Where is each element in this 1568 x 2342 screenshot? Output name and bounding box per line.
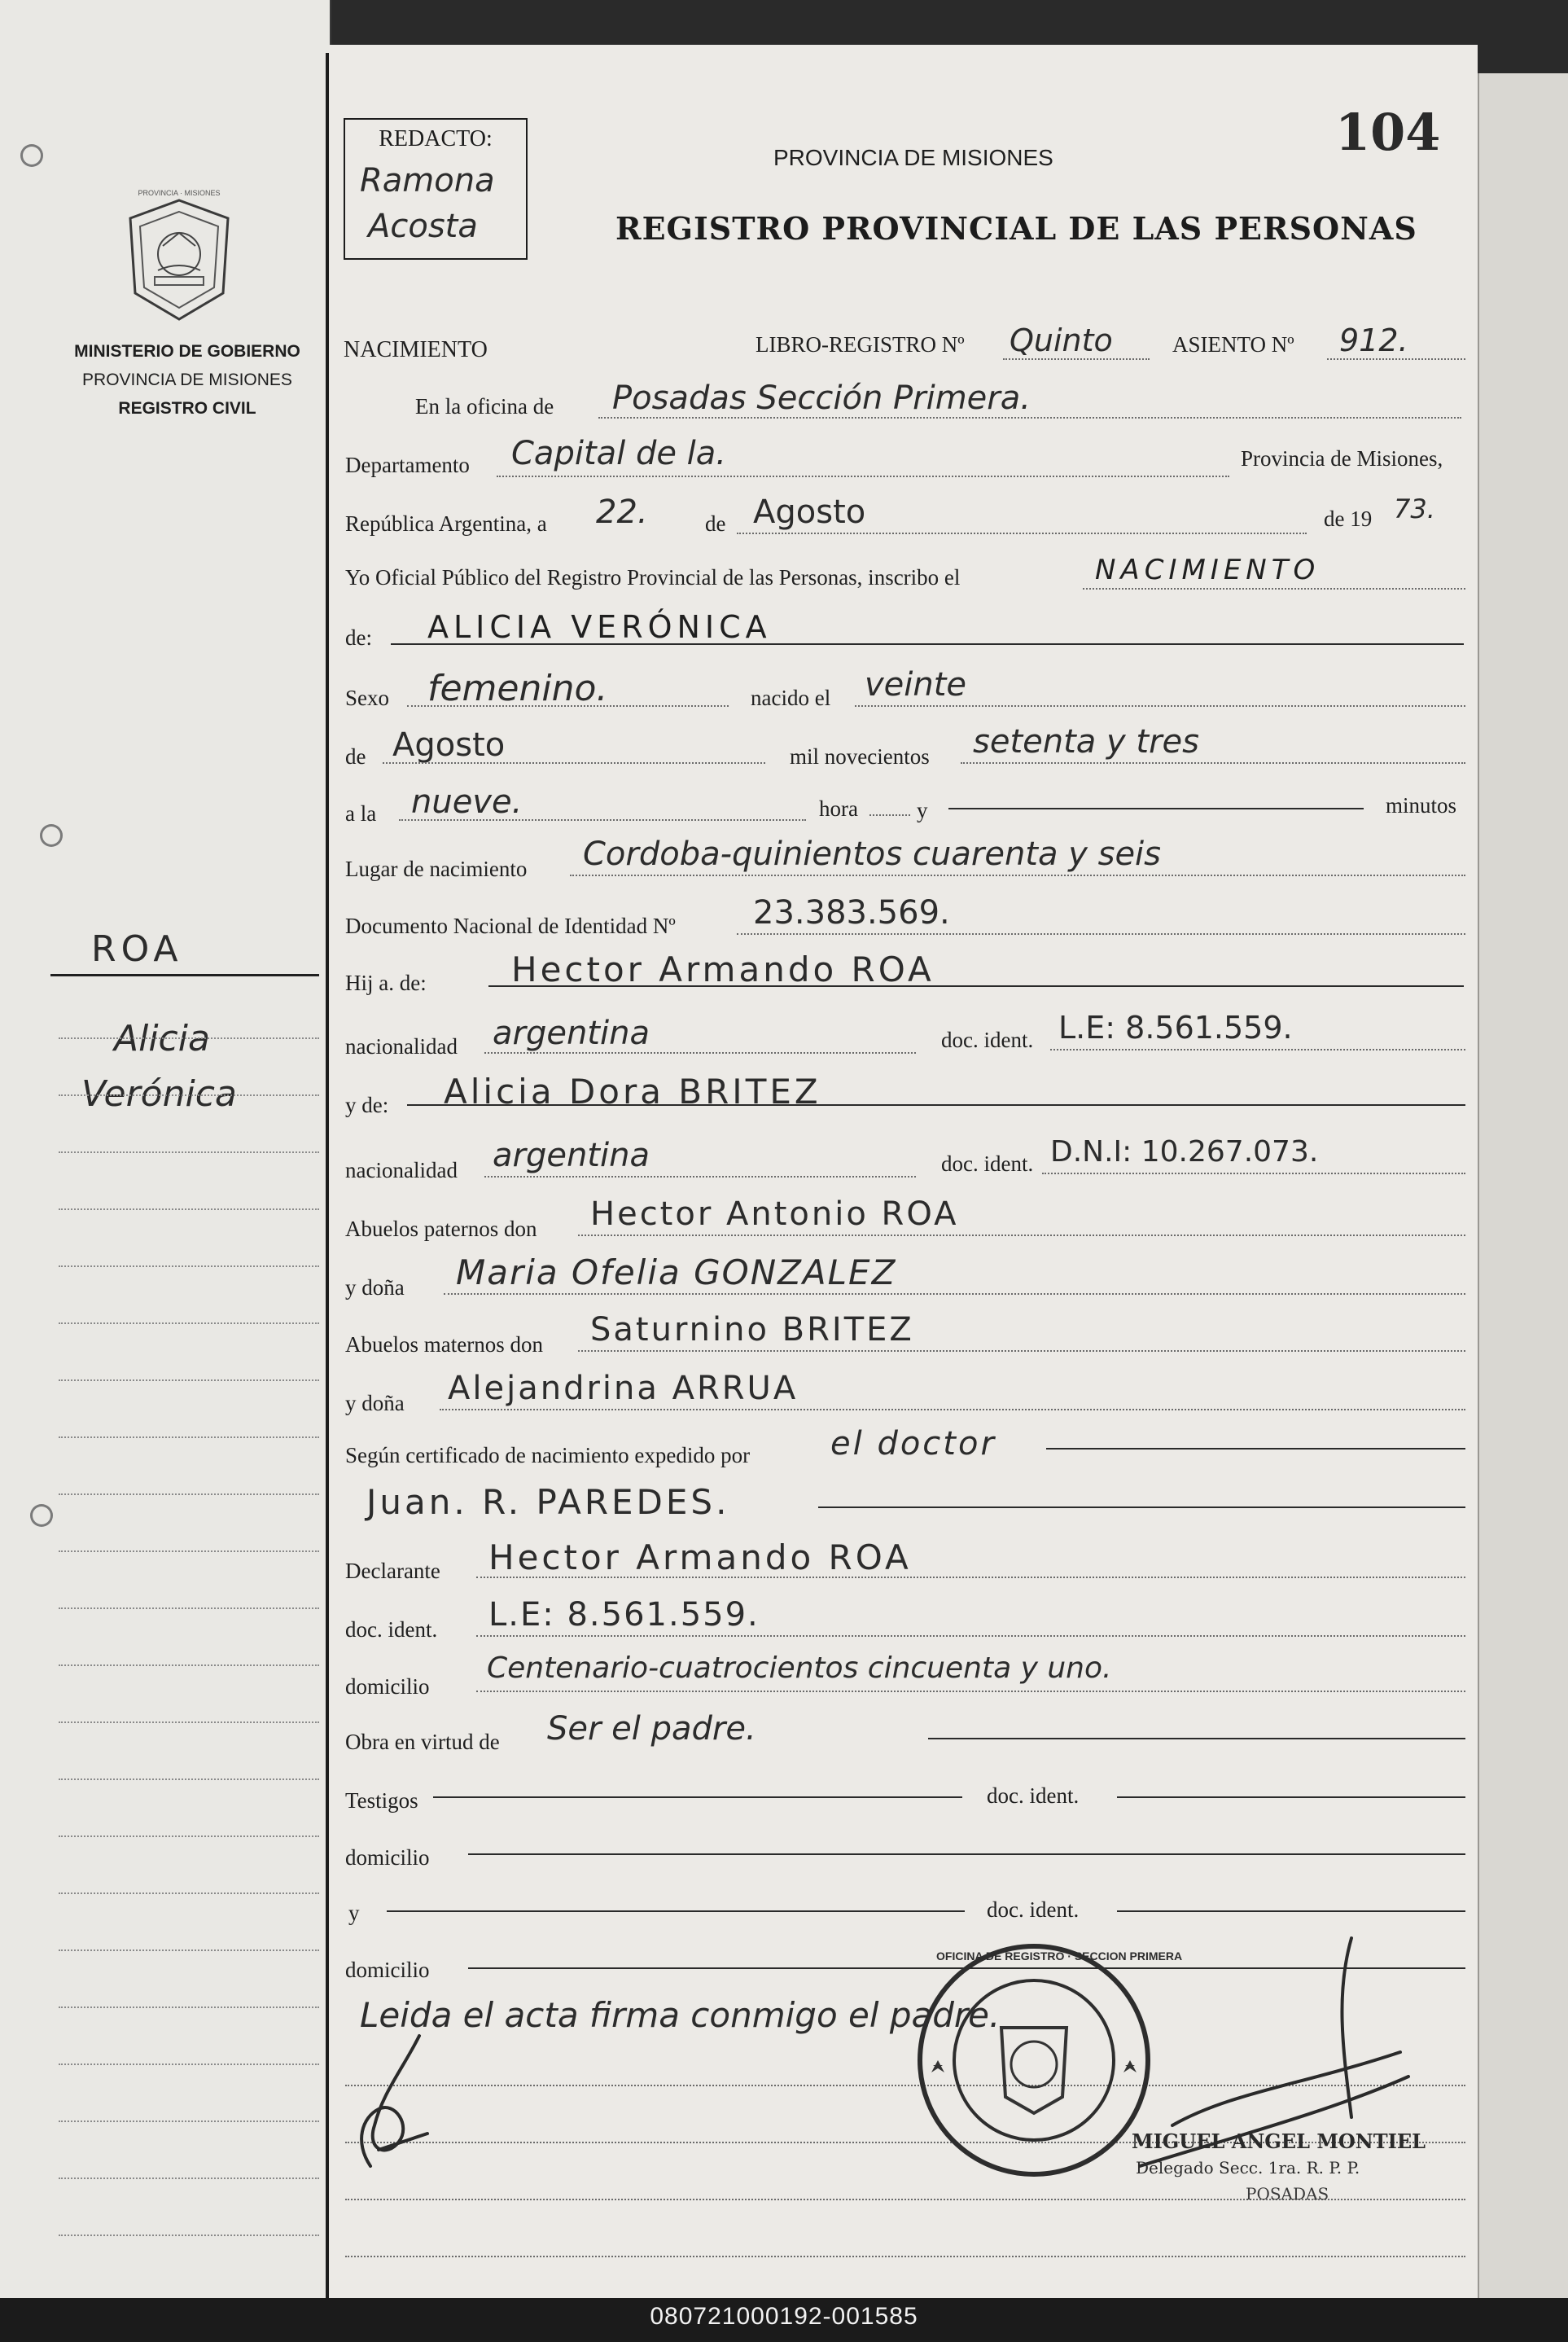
abm-value: Saturnino BRITEZ (590, 1311, 914, 1349)
testigos-label: Testigos (345, 1788, 418, 1813)
oficina-label: En la oficina de (415, 394, 554, 419)
minutos-label: minutos (1386, 793, 1457, 818)
declarante-label: Declarante (345, 1559, 440, 1583)
libro-label: LIBRO-REGISTRO Nº (756, 332, 965, 357)
doc4-line (1117, 1796, 1465, 1798)
obra-label: Obra en virtud de (345, 1730, 500, 1754)
segun-label: Según certificado de nacimiento expedido por (345, 1443, 751, 1467)
domicilio2-line (468, 1853, 1465, 1855)
declarante-dotline (476, 1577, 1465, 1578)
asiento-dotline (1327, 358, 1465, 360)
segun-line (1046, 1448, 1465, 1449)
medico-line (818, 1507, 1465, 1508)
left-margin-ruled-line (59, 2006, 319, 2008)
left-margin-ruled-line (59, 1436, 319, 1438)
left-provincia: PROVINCIA DE MISIONES (82, 371, 292, 389)
mil-label: mil novecientos (790, 744, 930, 769)
left-margin-ruled-line (59, 1550, 319, 1552)
yde-label: y de: (345, 1093, 389, 1117)
image-caption: 080721000192-001585 (650, 2303, 918, 2330)
dia-value: 22. (596, 493, 648, 531)
anio-label: de 19 (1324, 507, 1373, 531)
abp2-dotline (444, 1293, 1465, 1295)
mil-dotline (961, 762, 1465, 764)
lugar-label: Lugar de nacimiento (345, 857, 528, 881)
domicilio2-label: domicilio (345, 1845, 430, 1870)
departamento-dotline (497, 476, 1229, 477)
margin-surname-underline (50, 974, 319, 976)
right-page-edge (1478, 73, 1568, 2298)
nac2-dotline (484, 1176, 916, 1178)
nombre-value: ALICIA VERÓNICA (427, 609, 772, 645)
dni-value: 23.383.569. (753, 894, 950, 932)
ruled-line (345, 2256, 1465, 2257)
oficina-dotline (598, 417, 1461, 419)
left-signature (322, 1987, 452, 2174)
dni-dotline (737, 933, 1465, 935)
left-margin-ruled-line (59, 1379, 319, 1381)
redacto-box (344, 118, 528, 260)
declarante-value: Hector Armando ROA (488, 1537, 912, 1577)
doc1-dotline (1050, 1049, 1465, 1050)
de-label: de (705, 511, 726, 536)
stamp-official-title: Delegado Secc. 1ra. R. P. P. (1136, 2158, 1360, 2178)
asiento-value: 912. (1339, 322, 1408, 358)
republica-label: República Argentina, a (345, 511, 547, 536)
obra-value: Ser el padre. (547, 1710, 756, 1748)
nac1-value: argentina (493, 1015, 650, 1052)
domicilio-dotline (476, 1691, 1465, 1692)
left-margin-ruled-line (59, 1265, 319, 1267)
ydona1-label: y doña (345, 1275, 405, 1300)
ala-label: a la (345, 801, 377, 826)
left-margin-ruled-line (59, 1493, 319, 1495)
nac1-label: nacionalidad (345, 1034, 458, 1059)
stamp-ring-text: OFICINA DE REGISTRO · SECCION PRIMERA (936, 1949, 1183, 1963)
hora-minutes-dotline (869, 814, 910, 816)
madre-line (407, 1104, 1465, 1106)
left-margin-ruled-line (59, 2235, 319, 2236)
de2-label: de: (345, 625, 372, 650)
redacto-label: REDACTO: (379, 126, 493, 151)
hija-label: Hij a. de: (345, 971, 427, 995)
y-label: y (917, 798, 928, 822)
redacto-name-1: Ramona (360, 162, 495, 200)
padre-value: Hector Armando ROA (511, 950, 935, 989)
inscribo-value: NACIMIENTO (1095, 554, 1321, 586)
left-margin-ruled-line (59, 2178, 319, 2179)
y2-label: y (348, 1901, 360, 1925)
testigos-line (433, 1796, 962, 1798)
doc4-label: doc. ident. (987, 1783, 1080, 1808)
oficina-value: Posadas Sección Primera. (612, 379, 1031, 417)
obra-line (928, 1738, 1465, 1739)
anio-value: 73. (1394, 493, 1435, 524)
page-number: 104 (1335, 103, 1441, 162)
padre-line (488, 985, 1464, 987)
medico-value: Juan. R. PAREDES. (366, 1482, 730, 1522)
nac1-dotline (484, 1052, 916, 1054)
ydona2-label: y doña (345, 1391, 405, 1415)
lugar-dotline (570, 875, 1465, 876)
binding-hole (42, 827, 60, 844)
lugar-value: Cordoba-quinientos cuarenta y seis (583, 835, 1161, 873)
abm-dotline (578, 1350, 1465, 1352)
binding-hole (23, 147, 41, 164)
left-margin-ruled-line (59, 1151, 319, 1153)
left-ministerio: MINISTERIO DE GOBIERNO (74, 342, 300, 361)
sexo-dotline (407, 705, 729, 707)
left-margin-ruled-line (59, 2064, 319, 2065)
binding-hole (33, 1507, 50, 1524)
misiones-seal-emblem (122, 195, 236, 326)
sexo-label: Sexo (345, 686, 389, 710)
minutos-line (948, 808, 1364, 809)
hora-label: hora (819, 796, 858, 821)
mil-value: setenta y tres (973, 723, 1199, 761)
hora-value: nueve. (411, 783, 523, 821)
nacido-label: nacido el (751, 686, 831, 710)
stamp-city: POSADAS (1246, 2184, 1329, 2204)
leida-value: Leida el acta firma conmigo el padre. (360, 1995, 1001, 2035)
left-margin-ruled-line (59, 2121, 319, 2122)
doc5-label: doc. ident. (987, 1897, 1080, 1922)
departamento-value: Capital de la. (511, 435, 727, 472)
madre-value: Alicia Dora BRITEZ (444, 1072, 821, 1112)
doc3-label: doc. ident. (345, 1617, 438, 1642)
hora-dotline (399, 819, 806, 821)
left-margin-ruled-line (59, 1208, 319, 1210)
margin-given-2: Verónica (81, 1073, 237, 1115)
left-margin-ruled-line (59, 1664, 319, 1666)
nac2-label: nacionalidad (345, 1158, 458, 1182)
left-margin-ruled-line (59, 1892, 319, 1894)
official-stamp (912, 1938, 1183, 2182)
abp2-value: Maria Ofelia GONZALEZ (456, 1252, 897, 1292)
nacido-dotline (855, 705, 1465, 707)
left-margin-ruled-line (59, 1607, 319, 1609)
doc2-label: doc. ident. (941, 1151, 1034, 1176)
doc1-value: L.E: 8.561.559. (1058, 1010, 1293, 1046)
mes-value: Agosto (753, 493, 866, 531)
left-margin-ruled-line (59, 1778, 319, 1780)
doc1-label: doc. ident. (941, 1028, 1034, 1052)
libro-value: Quinto (1010, 322, 1113, 358)
provincia-label: Provincia de Misiones, (1241, 446, 1443, 471)
header-province: PROVINCIA DE MISIONES (773, 145, 1053, 170)
abm2-dotline (440, 1409, 1465, 1410)
left-margin-ruled-line (59, 1949, 319, 1951)
left-margin-ruled-line (59, 1094, 319, 1096)
redacto-name-2: Acosta (368, 208, 478, 245)
left-margin-ruled-line (59, 1835, 319, 1837)
oficial-label: Yo Oficial Público del Registro Provincial de las Personas, inscribo el (345, 565, 961, 590)
stamp-official-name: MIGUEL ANGEL MONTIEL (1132, 2129, 1426, 2153)
abm-label: Abuelos maternos don (345, 1332, 543, 1357)
record-type-label: NACIMIENTO (344, 337, 488, 362)
dni-label: Documento Nacional de Identidad Nº (345, 914, 676, 938)
doc5-line (1117, 1910, 1465, 1912)
nac2-value: argentina (493, 1137, 650, 1174)
mes2-value: Agosto (392, 726, 506, 764)
asiento-label: ASIENTO Nº (1172, 332, 1294, 357)
abp-label: Abuelos paternos don (345, 1217, 537, 1241)
left-margin-ruled-line (59, 1037, 319, 1039)
left-margin-ruled-line (59, 1721, 319, 1723)
libro-dotline (1003, 358, 1150, 360)
y2-line (387, 1910, 965, 1912)
doc3-value: L.E: 8.561.559. (488, 1596, 760, 1634)
left-margin-ruled-line (59, 1322, 319, 1324)
left-registro-civil: REGISTRO CIVIL (118, 399, 256, 418)
nombre-line (391, 643, 1464, 645)
doc2-value: D.N.I: 10.267.073. (1050, 1135, 1319, 1169)
margin-surname: ROA (91, 928, 183, 970)
seal-text: PROVINCIA · MISIONES (138, 189, 221, 197)
domicilio3-label: domicilio (345, 1958, 430, 1982)
mes2-dotline (383, 762, 765, 764)
segun-value: el doctor (830, 1425, 996, 1463)
de3-label: de (345, 744, 366, 769)
mes-dotline (737, 533, 1307, 534)
doc3-dotline (476, 1635, 1465, 1637)
inscribo-dotline (1083, 588, 1465, 590)
abm2-value: Alejandrina ARRUA (448, 1370, 799, 1407)
nacido-value: veinte (865, 666, 967, 704)
margin-given-1: Alicia (114, 1018, 210, 1059)
abp-dotline (578, 1235, 1465, 1236)
header-registry-title: REGISTRO PROVINCIAL DE LAS PERSONAS (615, 210, 1417, 247)
sexo-value: femenino. (427, 668, 608, 709)
departamento-label: Departamento (345, 453, 470, 477)
domicilio-label: domicilio (345, 1674, 430, 1699)
domicilio-value: Centenario-cuatrocientos cincuenta y uno. (487, 1651, 1112, 1685)
page-border-line (326, 53, 329, 2298)
abp-value: Hector Antonio ROA (590, 1195, 959, 1233)
doc2-dotline (1042, 1173, 1465, 1174)
